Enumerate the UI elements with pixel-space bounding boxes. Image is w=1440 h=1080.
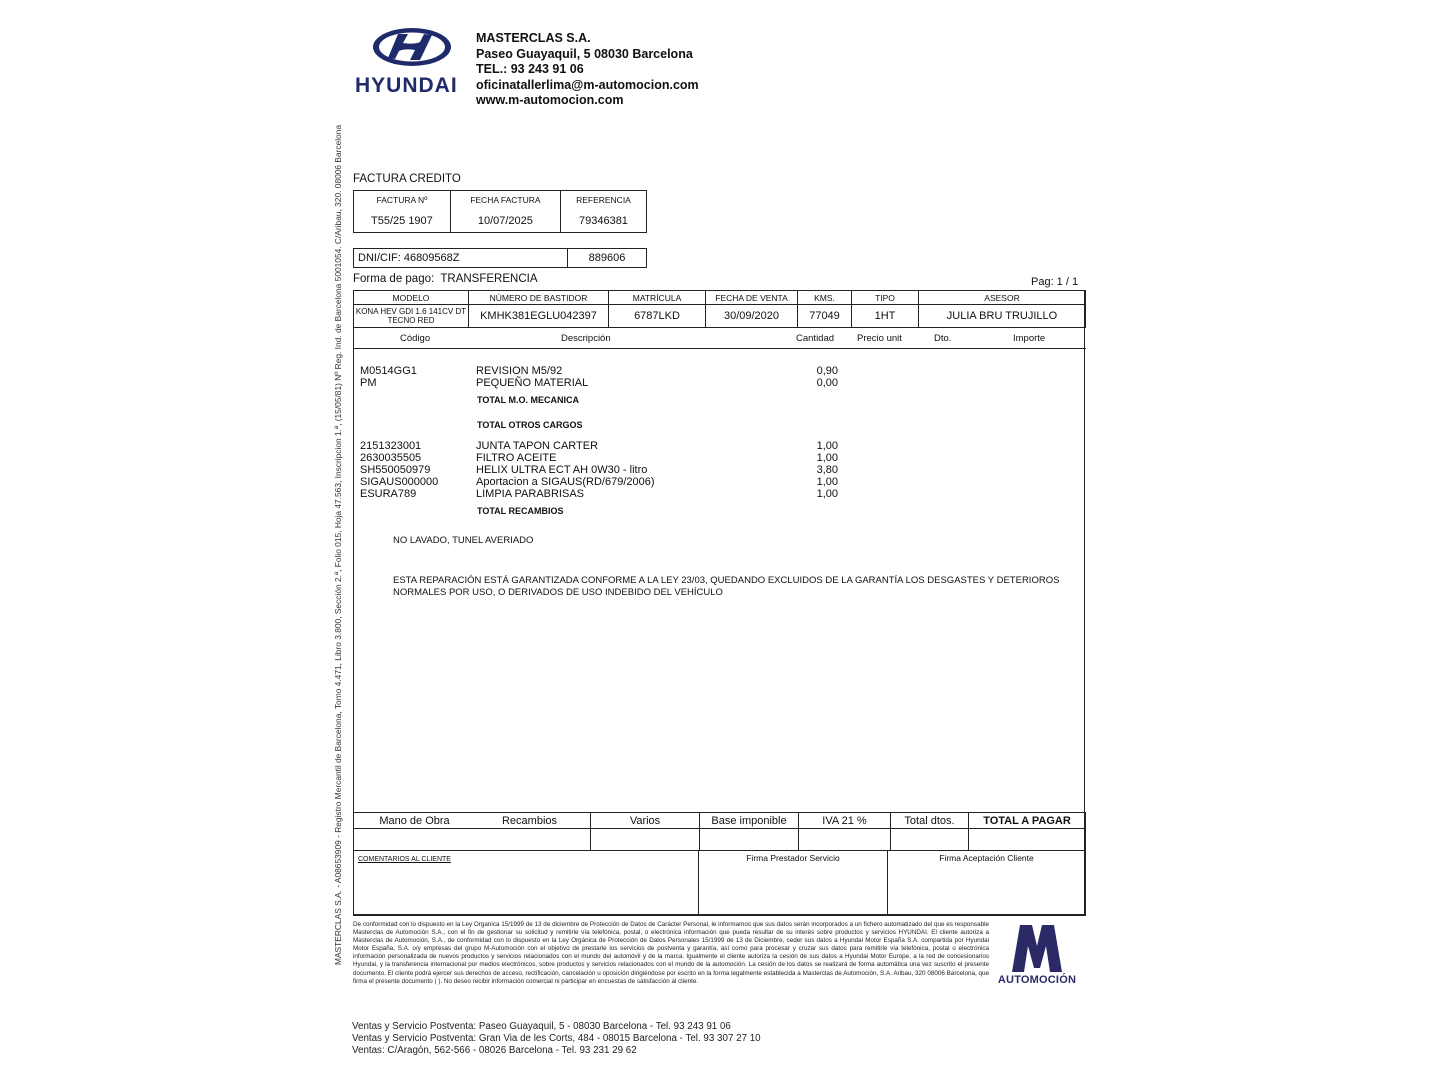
amount-column-header: Importe [1013, 333, 1046, 344]
company-website[interactable]: www.m-automocion.com [476, 93, 624, 107]
warranty-line-2: NORMALES POR USO, O DERIVADOS DE USO INDEBIDO DEL VEHÍCULO [393, 587, 723, 598]
line-code: 2151323001 [360, 440, 422, 452]
company-email[interactable]: oficinatallerlima@m-automocion.com [476, 77, 699, 92]
total-to-pay-value [969, 829, 1086, 851]
client-comments-label: COMENTARIOS AL CLIENTE [358, 856, 451, 863]
vin-header: NÚMERO DE BASTIDOR [469, 291, 609, 305]
client-id-table [353, 248, 647, 268]
line-code: ESURA789 [360, 488, 417, 500]
misc-value [591, 829, 700, 851]
hyundai-emblem-icon [354, 26, 472, 96]
line-quantity: 1,00 [816, 488, 838, 500]
sale-date-header: FECHA DE VENTA [706, 291, 798, 305]
m-logo-icon [990, 920, 1085, 975]
total-other-label: TOTAL OTROS CARGOS [477, 420, 583, 430]
vat-value [799, 829, 891, 851]
header-divider [353, 348, 1086, 349]
warranty-line-1: ESTA REPARACIÓN ESTÁ GARANTIZADA CONFORME A LA LEY 23/03, QUEDANDO EXCLUIDOS DE LA GARANTÍA LOS DESGASTES Y DETERIOROS [393, 575, 1060, 586]
document-type: FACTURA CREDITO [353, 173, 461, 185]
kms-header: KMS. [798, 291, 852, 305]
line-quantity: 1,00 [816, 476, 838, 488]
vehicle-table [353, 290, 1086, 328]
unit-price-column-header: Precio unit [857, 333, 902, 344]
m-logo-text: AUTOMOCIÓN [997, 974, 1077, 986]
misc-total-header: Varios [591, 813, 700, 829]
line-code: PM [360, 377, 377, 389]
invoice-info-table [353, 190, 647, 233]
invoice-reference-header: REFERENCIA [560, 191, 646, 210]
line-code: M0514GG1 [360, 365, 417, 377]
svg-text:HYUNDAI: HYUNDAI [355, 74, 458, 96]
parts-total-label: Recambios [501, 814, 558, 827]
invoice-number-header: FACTURA Nº [354, 191, 451, 210]
quantity-column-header: Cantidad [796, 333, 835, 344]
vehicle-type: 1HT [852, 305, 919, 328]
hyundai-logo [354, 26, 472, 96]
company-name: MASTERCLAS S.A. [476, 31, 591, 45]
provider-signature-box[interactable] [699, 851, 888, 916]
client-signature-label: Firma Aceptación Cliente [939, 853, 1034, 863]
line-quantity: 0,00 [816, 377, 838, 389]
payment-label: Forma de pago: [353, 273, 435, 285]
labor-total-label: Mano de Obra [379, 814, 450, 827]
warranty-note [393, 575, 1059, 599]
totals-table [353, 812, 1086, 851]
tax-base-header: Base imponible [700, 813, 799, 829]
vehicle-plate: 6787LKD [609, 305, 706, 328]
description-column-header: Descripción [561, 333, 611, 344]
line-description: REVISION M5/92 [476, 365, 563, 377]
provider-signature-label: Firma Prestador Servicio [746, 853, 840, 863]
client-code: 889606 [568, 249, 647, 268]
payment-method [353, 273, 538, 285]
labor-total-header [354, 813, 591, 829]
line-quantity: 1,00 [816, 440, 838, 452]
company-address: Paseo Guayaquil, 5 08030 Barcelona [476, 46, 693, 61]
footer-line-2: Ventas y Servicio Postventa: Gran Via de les Corts, 484 - 08015 Barcelona - Tel. 93 307 27 10 [352, 1033, 761, 1044]
invoice-date: 10/07/2025 [450, 209, 560, 232]
data-protection-legal-text: De conformidad con lo dispuesto en la Ley Organica 15/1999 de 13 de diciembre de Protección de Datos de Carácter Personal, le informamos que sus datos serán incorporados a un fichero automatizado del que es responsable Masterclas de Automoción S.A., con el fin de gestionar su solicitud y remitirle vía telefónica, postal, o electrónica información que pueda resultar de su interés sobre productos y servicios HYUNDAI. El cliente autoriza a Masterclas de Automoción, S.A., de conformidad con lo dispuesto en la Ley Orgánica de Protección de Datos Personales 15/1999 de 13 de Diciembre, ceder sus datos a Hyundai Motor España S.A. compartida por Hyundai Motor España, S.A. o/y empresas del grupo M-Automoción con el objetivo de prestarle los servicios de postventa y garantía, así como para procesar y cruzar sus datos para remitirle vía telefónica, postal o electrónica información personalizada de nuevos productos y servicios relacionados con el mundo del automóvil y de la marca. Igualmente el cliente autoriza la cesión de sus datos a Hyundai Motor Europe, a la red de concesionarios Hyundai, y la transferencia internacional por medios electrónicos, sobre productos y servicios relacionados con el mundo de la automoción. La cesión de los datos se realizará de forma automática una vez suscrito el presente documento. El cliente podrá ejercer sus derechos de acceso, rectificación, cancelación u oposición dirigiéndose por escrito en la forma legalmente establecida a Masterclas de Automoción, S.A. Aribau, 320 08006 Barcelona, que firma el presente documento ( ). No deseo recibir información comercial ni participar en encuestas de satisfacción al cliente. [353, 921, 989, 985]
line-description: Aportacion a SIGAUS(RD/679/2006) [476, 476, 655, 488]
payment-value: TRANSFERENCIA [440, 273, 538, 285]
line-description: PEQUEÑO MATERIAL [476, 377, 589, 389]
line-code: SIGAUS000000 [360, 476, 439, 488]
total-to-pay-header: TOTAL A PAGAR [969, 813, 1086, 829]
invoice-reference: 79346381 [560, 209, 646, 232]
vehicle-advisor: JULIA BRU TRUJILLO [919, 305, 1086, 328]
registry-side-text: MASTERCLAS S.A. - A08653909 - Registro Mercantil de Barcelona, Tomo 4.471, Libro 3.800, Sección 2.ª, Folio 015, Hoja 47.563, Inscripcion 1.ª, (15/05/81) Nº Reg. Ind. de Barcelona 5001054. C/Aribau, 320. 08006 Barcelona [333, 124, 343, 965]
line-code: 2630035505 [360, 452, 422, 464]
vehicle-kms: 77049 [798, 305, 852, 328]
vat-header: IVA 21 % [799, 813, 891, 829]
vehicle-sale-date: 30/09/2020 [706, 305, 798, 328]
discount-column-header: Dto. [934, 333, 952, 344]
dni-cif: DNI/CIF: 46809568Z [354, 249, 568, 268]
vehicle-model [354, 305, 469, 328]
type-header: TIPO [852, 291, 919, 305]
vehicle-model-line1: KONA HEV GDI 1.6 141CV DT [355, 307, 467, 316]
company-info [476, 31, 699, 109]
model-header: MODELO [354, 291, 469, 305]
company-phone: TEL.: 93 243 91 06 [476, 62, 584, 76]
footer-addresses [352, 1021, 761, 1057]
code-column-header: Código [400, 333, 431, 344]
line-quantity: 3,80 [816, 464, 838, 476]
plate-header: MATRÍCULA [609, 291, 706, 305]
advisor-header: ASESOR [919, 291, 1086, 305]
line-description: FILTRO ACEITE [476, 452, 557, 464]
client-comments-box[interactable] [354, 851, 699, 916]
discounts-value [891, 829, 969, 851]
line-code: SH550050979 [360, 464, 431, 476]
footer-line-1: Ventas y Servicio Postventa: Paseo Guayaquil, 5 - 08030 Barcelona - Tel. 93 243 91 06 [352, 1021, 731, 1032]
footer-line-3: Ventas: C/Aragón, 562-566 - 08026 Barcelona - Tel. 93 231 29 62 [352, 1045, 637, 1056]
client-signature-box[interactable] [888, 851, 1086, 916]
line-description: LIMPIA PARABRISAS [476, 488, 585, 500]
invoice-date-header: FECHA FACTURA [450, 191, 560, 210]
signature-table [353, 850, 1086, 916]
line-description: JUNTA TAPON CARTER [476, 440, 599, 452]
vehicle-model-line2: TECNO RED [387, 316, 435, 325]
labor-parts-value [354, 829, 591, 851]
line-quantity: 0,90 [816, 365, 838, 377]
invoice-number: T55/25 1907 [354, 209, 451, 232]
line-quantity: 1,00 [816, 452, 838, 464]
vehicle-vin: KMHK381EGLU042397 [469, 305, 609, 328]
tax-base-value [700, 829, 799, 851]
total-parts-label: TOTAL RECAMBIOS [477, 506, 564, 516]
page-indicator: Pag: 1 / 1 [1031, 276, 1079, 288]
workshop-note: NO LAVADO, TUNEL AVERIADO [393, 535, 534, 546]
total-labor-label: TOTAL M.O. MECANICA [477, 395, 579, 405]
line-description: HELIX ULTRA ECT AH 0W30 - litro [476, 464, 648, 476]
discounts-header: Total dtos. [891, 813, 969, 829]
